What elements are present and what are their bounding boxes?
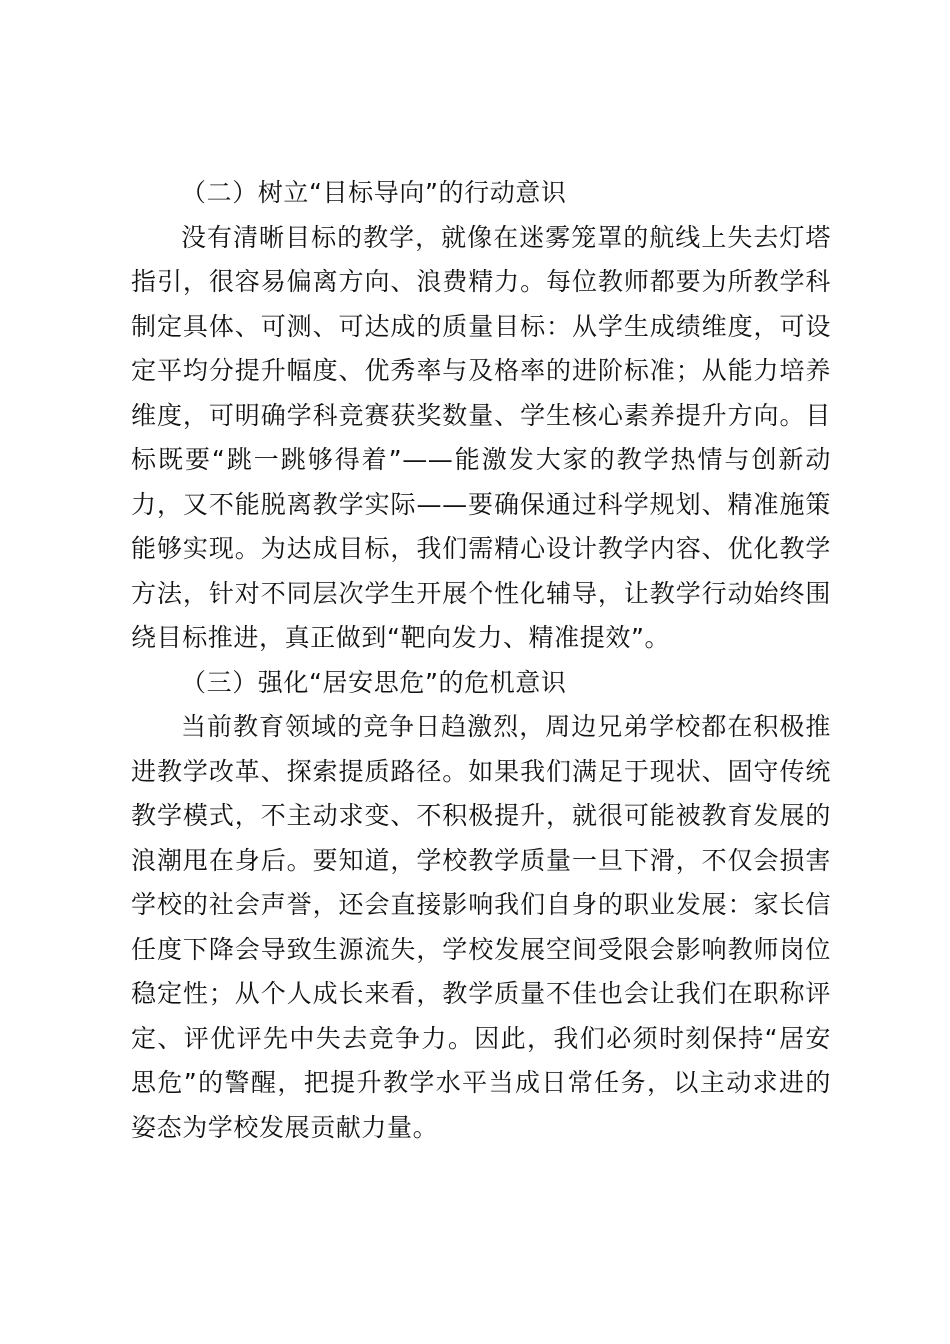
section-paragraph-2: 没有清晰目标的教学，就像在迷雾笼罩的航线上失去灯塔指引，很容易偏离方向、浪费精力。每位教师都要为所教学科制定具体、可测、可达成的质量目标：从学生成绩维度，可设定平均分提升幅度、优秀率与及格率的进阶标准；从能力培养维度，可明确学科竞赛获奖数量、学生核心素养提升方向。目标既要“跳一跳够得着”——能激发大家的教学热情与创新动力，又不能脱离教学实际——要确保通过科学规划、精准施策能够实现。为达成目标，我们需精心设计教学内容、优化教学方法，针对不同层次学生开展个性化辅导，让教学行动始终围绕目标推进，真正做到“靶向发力、精准提效”。 bbox=[131, 222, 831, 652]
section-paragraph-3: 当前教育领域的竞争日趋激烈，周边兄弟学校都在积极推进教学改革、探索提质路径。如果我们满足于现状、固守传统教学模式，不主动求变、不积极提升，就很可能被教育发展的浪潮甩在身后。要知道，学校教学质量一旦下滑，不仅会损害学校的社会声誉，还会直接影响我们自身的职业发展：家长信任度下降会导致生源流失，学校发展空间受限会影响教师岗位稳定性；从个人成长来看，教学质量不佳也会让我们在职称评定、评优评先中失去竞争力。因此，我们必须时刻保持“居安思危”的警醒，把提升教学水平当成日常任务，以主动求进的姿态为学校发展贡献力量。 bbox=[131, 712, 831, 1142]
section-heading-3: （三）强化“居安思危”的危机意识 bbox=[181, 667, 567, 697]
section-heading-2: （二）树立“目标导向”的行动意识 bbox=[181, 178, 567, 207]
document-body bbox=[131, 171, 831, 1150]
